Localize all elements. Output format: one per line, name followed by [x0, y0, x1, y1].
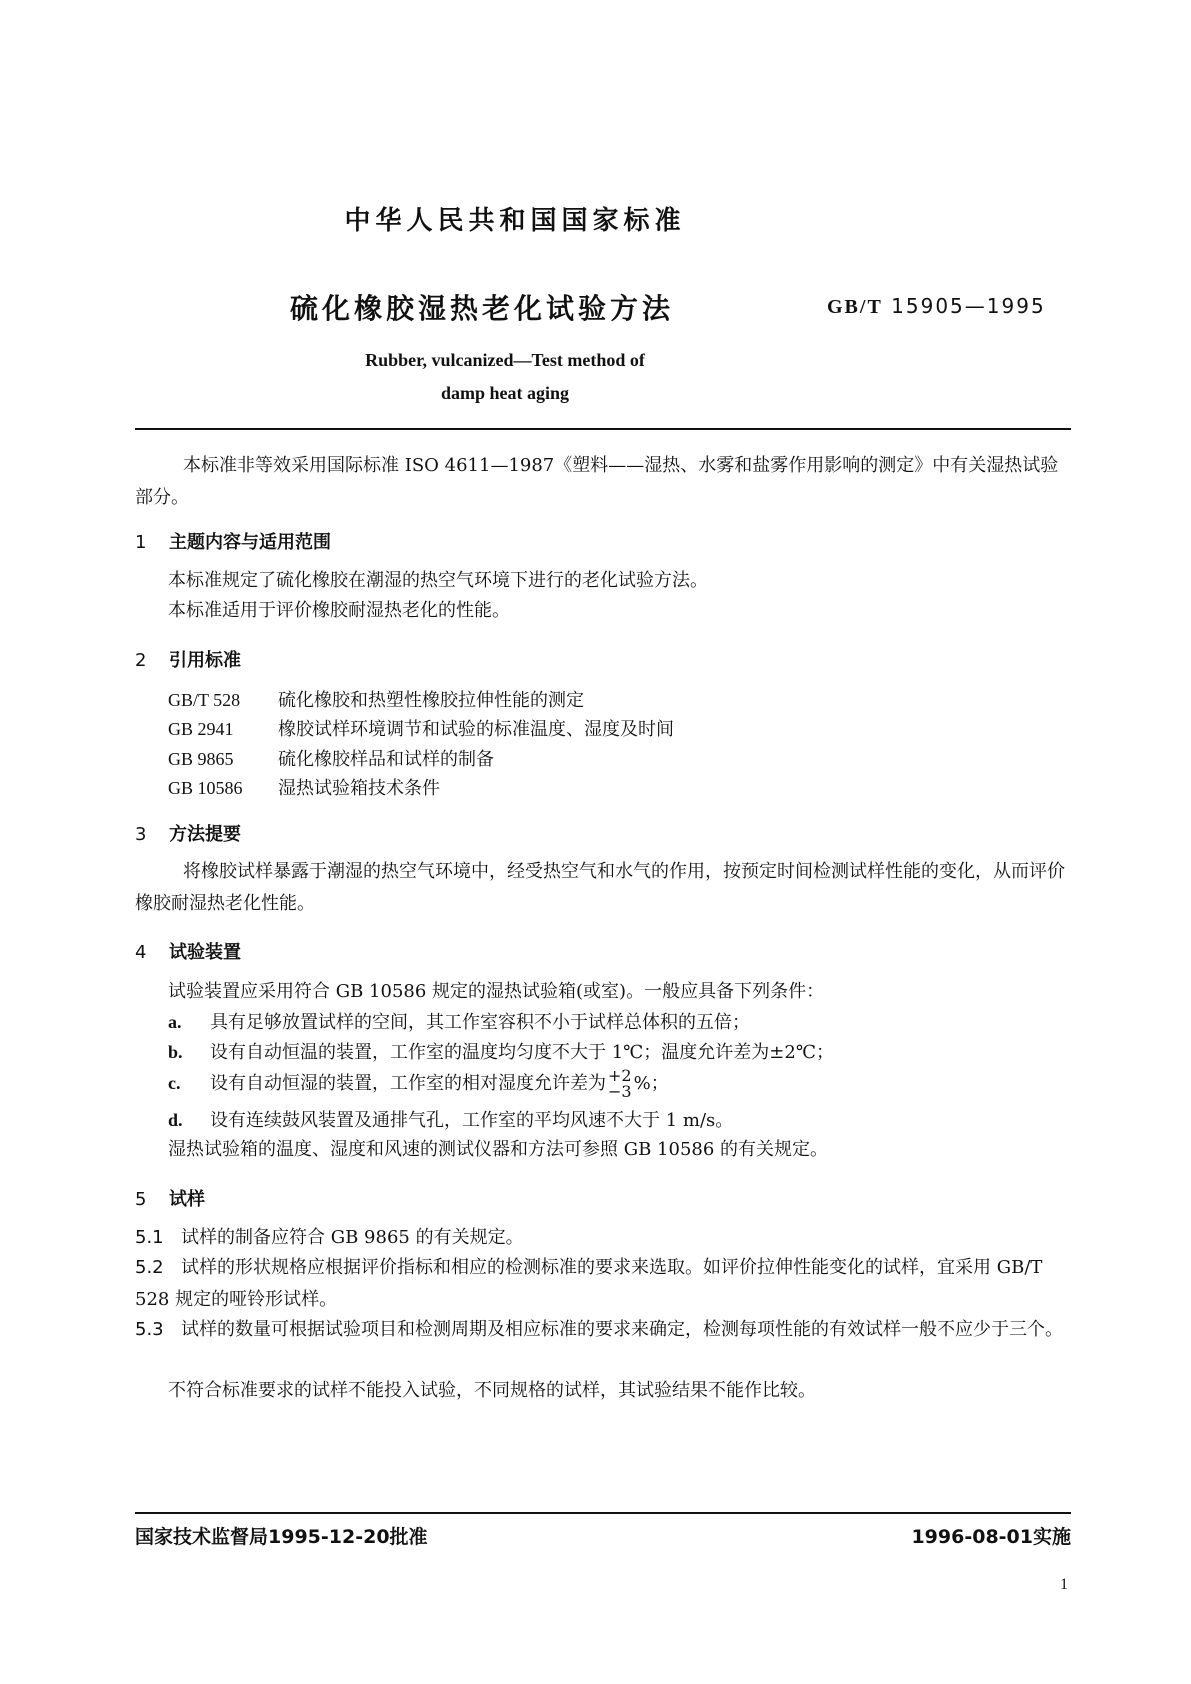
clause-text: 试样的数量可根据试验项目和检测周期及相应标准的要求来确定，检测每项性能的有效试样一般不应少于三个。	[181, 1319, 1063, 1340]
condition-text: 设有自动恒湿的装置，工作室的相对湿度允许差为	[210, 1073, 606, 1094]
clause-5-3-note: 不符合标准要求的试样不能投入试验，不同规格的试样，其试验结果不能作比较。	[168, 1380, 816, 1401]
reference-item	[168, 713, 674, 746]
implementation-date: 1996-08-01实施	[911, 1526, 1071, 1548]
condition-letter: c.	[168, 1073, 181, 1093]
section-4-tail: 湿热试验箱的温度、湿度和风速的测试仪器和方法可参照 GB 10586 的有关规定。	[168, 1139, 829, 1160]
condition-letter: d.	[168, 1110, 183, 1130]
section-5-title: 试样	[169, 1189, 205, 1210]
section-3-number: 3	[135, 824, 147, 845]
section-2-heading	[135, 646, 241, 672]
condition-text: 设有连续鼓风装置及通排气孔，工作室的平均风速不大于 1 m/s。	[210, 1110, 734, 1131]
section-2-number: 2	[135, 650, 147, 671]
standard-code-prefix: GB/T	[827, 296, 883, 318]
header-divider	[135, 428, 1071, 430]
section-4-number: 4	[135, 942, 147, 963]
standard-code	[827, 294, 1046, 319]
reference-code: GB/T 528	[168, 690, 241, 710]
clause-5-3	[135, 1314, 1071, 1346]
standard-code-number: 15905—1995	[891, 294, 1046, 318]
condition-item-d	[168, 1104, 733, 1137]
section-4-lead: 试验装置应采用符合 GB 10586 规定的湿热试验箱(或室)。一般应具备下列条件：	[168, 981, 825, 1002]
reference-title: 橡胶试样环境调节和试验的标准温度、湿度及时间	[278, 719, 674, 740]
condition-text: 具有足够放置试样的空间，其工作室容积不小于试样总体积的五倍；	[210, 1012, 750, 1033]
intro-paragraph: 本标准非等效采用国际标准 ISO 4611—1987《塑料——湿热、水雾和盐雾作用影响的测定》中有关湿热试验部分。	[135, 455, 1059, 508]
condition-letter: a.	[168, 1012, 182, 1032]
page-number: 1	[1060, 1576, 1068, 1593]
clause-5-1	[135, 1222, 1071, 1254]
tolerance-lower: −3	[608, 1082, 632, 1101]
condition-text-tail: %；	[633, 1073, 669, 1094]
clause-number: 5.3	[135, 1319, 164, 1340]
section-1-para-2: 本标准适用于评价橡胶耐湿热老化的性能。	[168, 600, 510, 621]
section-3-heading	[135, 820, 241, 846]
section-1-number: 1	[135, 532, 147, 553]
section-2-title: 引用标准	[169, 650, 241, 671]
section-1-para-1: 本标准规定了硫化橡胶在潮湿的热空气环境下进行的老化试验方法。	[168, 570, 708, 591]
reference-code: GB 2941	[168, 719, 234, 739]
clause-text: 试样的制备应符合 GB 9865 的有关规定。	[181, 1227, 524, 1248]
condition-item-a	[168, 1006, 750, 1039]
section-1-heading	[135, 528, 331, 554]
condition-text: 设有自动恒温的装置，工作室的温度均匀度不大于 1℃；温度允许差为±2℃；	[210, 1042, 834, 1063]
footer-divider	[135, 1512, 1071, 1514]
approval-date: 国家技术监督局1995-12-20批准	[135, 1526, 428, 1548]
standard-title-cn: 硫化橡胶湿热老化试验方法	[290, 292, 675, 325]
reference-title: 硫化橡胶和热塑性橡胶拉伸性能的测定	[278, 690, 584, 711]
clause-number: 5.1	[135, 1227, 164, 1248]
condition-letter: b.	[168, 1042, 183, 1062]
section-5-heading	[135, 1185, 205, 1211]
national-standard-heading: 中华人民共和国国家标准	[344, 206, 686, 236]
condition-item-c	[168, 1067, 669, 1100]
tolerance-upper: +2	[608, 1066, 632, 1085]
reference-item	[168, 772, 440, 805]
reference-code: GB 10586	[168, 778, 243, 798]
section-3-title: 方法提要	[169, 824, 241, 845]
section-1-title: 主题内容与适用范围	[169, 532, 331, 553]
section-4-heading	[135, 938, 241, 964]
section-5-number: 5	[135, 1189, 147, 1210]
reference-code: GB 9865	[168, 749, 234, 769]
reference-title: 硫化橡胶样品和试样的制备	[278, 749, 494, 770]
condition-item-b	[168, 1036, 834, 1069]
section-3-paragraph: 将橡胶试样暴露于潮湿的热空气环境中，经受热空气和水气的作用，按预定时间检测试样性能的变化，从而评价橡胶耐湿热老化性能。	[135, 861, 1065, 914]
reference-title: 湿热试验箱技术条件	[278, 778, 440, 799]
humidity-tolerance-fraction	[608, 1068, 632, 1100]
clause-5-2	[135, 1252, 1071, 1316]
standard-title-en-line2: damp heat aging	[440, 383, 570, 403]
standard-title-en-line1: Rubber, vulcanized—Test method of	[365, 350, 645, 370]
section-4-title: 试验装置	[169, 942, 241, 963]
clause-number: 5.2	[135, 1257, 164, 1278]
clause-text: 试样的形状规格应根据评价指标和相应的检测标准的要求来选取。如评价拉伸性能变化的试样，宜采用 GB/T 528 规定的哑铃形试样。	[135, 1257, 1043, 1310]
